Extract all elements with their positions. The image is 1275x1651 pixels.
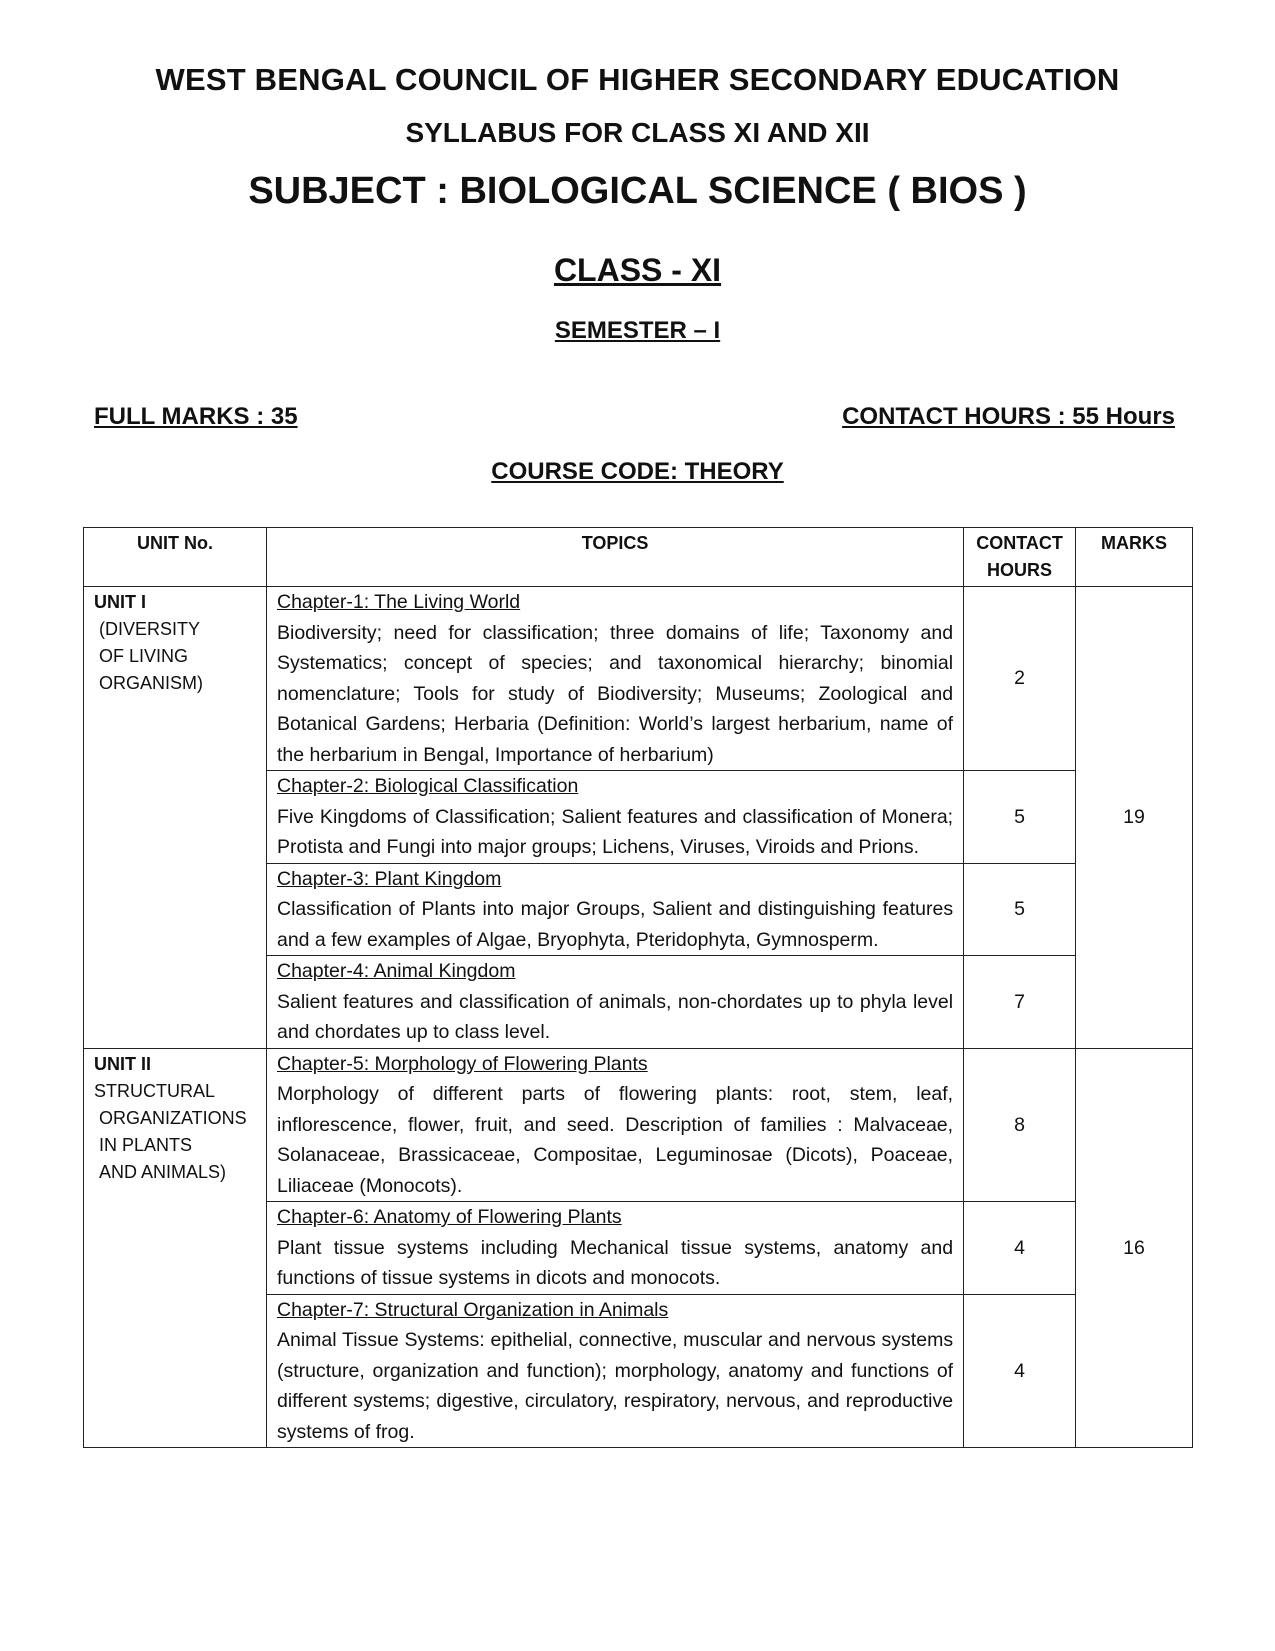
unit-desc-line: OF LIVING <box>99 646 189 666</box>
chapter-text: Five Kingdoms of Classification; Salient features and classification of Monera; Protista and Fungi into major groups; Lichens, Viruses, Viroids and Prions. <box>276 805 954 858</box>
header-contact-hours: CONTACT HOURS <box>964 528 1076 587</box>
class-title: CLASS - XI <box>553 252 722 288</box>
table-row <box>84 587 1193 771</box>
hours-cell: 4 <box>964 1294 1076 1448</box>
chapter-text: Morphology of different parts of flowering plants: root, stem, leaf, inflorescence, flower, fruit, and seed. Description of families : Malvaceae, Solanaceae, Brassicaceae, Compositae, Leguminosae (Dicots), Poaceae, Liliaceae (Monocots). <box>276 1083 954 1197</box>
table-header-row <box>84 528 1193 587</box>
header-unit: UNIT No. <box>84 528 267 587</box>
header-marks: MARKS <box>1076 528 1193 587</box>
chapter-text: Salient features and classification of animals, non-chordates up to phyla level and chordates up to class level. <box>276 990 954 1043</box>
full-marks: FULL MARKS : 35 <box>94 403 298 430</box>
unit-cell <box>84 1048 267 1448</box>
hours-cell: 5 <box>964 863 1076 956</box>
chapter-title: Chapter-7: Structural Organization in Animals <box>276 1298 669 1321</box>
unit-desc-line: IN PLANTS <box>99 1134 193 1155</box>
header-topics: TOPICS <box>266 528 963 587</box>
chapter-text: Plant tissue systems including Mechanical tissue systems, anatomy and functions of tissue systems in dicots and monocots. <box>276 1236 954 1289</box>
marks-cell: 19 <box>1076 587 1193 1049</box>
chapter-title: Chapter-2: Biological Classification <box>276 775 579 797</box>
hours-cell: 2 <box>964 587 1076 771</box>
topic-cell <box>266 1202 963 1295</box>
semester-title: SEMESTER – I <box>554 317 721 344</box>
unit-desc-line: STRUCTURAL <box>94 1080 216 1101</box>
topic-cell <box>266 956 963 1049</box>
chapter-title: Chapter-5: Morphology of Flowering Plants <box>276 1052 648 1075</box>
hours-cell: 7 <box>964 956 1076 1049</box>
council-title: WEST BENGAL COUNCIL OF HIGHER SECONDARY EDUCATION <box>155 62 1120 97</box>
topic-cell <box>266 1294 963 1448</box>
course-code: COURSE CODE: THEORY <box>491 458 784 485</box>
unit-desc-line: (DIVERSITY <box>99 619 201 639</box>
subject-title: SUBJECT : BIOLOGICAL SCIENCE ( BIOS ) <box>248 170 1027 212</box>
syllabus-table <box>83 527 1193 1448</box>
chapter-text: Classification of Plants into major Groups, Salient and distinguishing features and a few examples of Algae, Bryophyta, Pteridophyta, Gymnosperm. <box>276 898 954 951</box>
unit-desc-line: ORGANISM) <box>99 673 204 693</box>
topic-cell <box>266 863 963 956</box>
hours-cell: 4 <box>964 1202 1076 1295</box>
chapter-text: Biodiversity; need for classification; three domains of life; Taxonomy and Systematics; concept of species; and taxonomical hierarchy; binomial nomenclature; Tools for study of Biodiversity; Museums; Zoological and Botanical Gardens; Herbaria (Definition: World’s largest herbarium, name of the herbarium in Bengal, Importance of herbarium) <box>276 621 954 766</box>
unit-title: UNIT II <box>94 1053 151 1074</box>
unit-desc-line: ORGANIZATIONS <box>99 1107 247 1128</box>
topic-cell <box>266 1048 963 1202</box>
syllabus-title: SYLLABUS FOR CLASS XI AND XII <box>405 117 870 148</box>
unit-desc-line: AND ANIMALS) <box>99 1161 227 1182</box>
chapter-title: Chapter-4: Animal Kingdom <box>276 960 516 982</box>
marks-cell: 16 <box>1076 1048 1193 1448</box>
table-row <box>84 1048 1193 1202</box>
unit-cell <box>84 587 267 1049</box>
chapter-title: Chapter-6: Anatomy of Flowering Plants <box>276 1206 622 1228</box>
hours-cell: 5 <box>964 771 1076 864</box>
unit-title: UNIT I <box>94 592 146 612</box>
chapter-text: Animal Tissue Systems: epithelial, connective, muscular and nervous systems (structure, organization and function); morphology, anatomy and functions of different systems; digestive, circulatory, respiratory, nervous, and reproductive systems of frog. <box>276 1329 954 1443</box>
topic-cell <box>266 771 963 864</box>
chapter-title: Chapter-3: Plant Kingdom <box>276 867 502 890</box>
hours-cell: 8 <box>964 1048 1076 1202</box>
chapter-title: Chapter-1: The Living World <box>276 591 521 613</box>
contact-hours: CONTACT HOURS : 55 Hours <box>842 403 1175 430</box>
topic-cell <box>266 587 963 771</box>
